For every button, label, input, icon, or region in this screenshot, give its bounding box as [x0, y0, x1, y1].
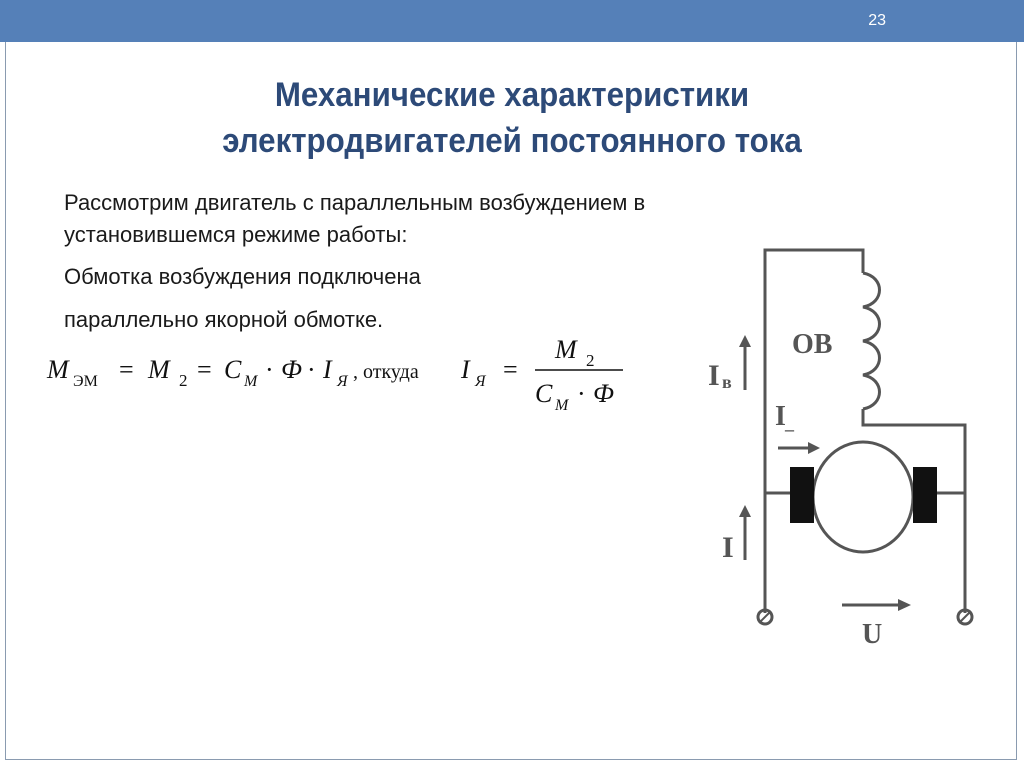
f-num-2: 2 — [586, 351, 595, 370]
right-brush — [913, 467, 937, 523]
iv-arrow-head — [739, 335, 751, 347]
f-i: I — [323, 355, 332, 384]
f-den-phi: Ф — [593, 379, 614, 408]
label-u: U — [862, 619, 883, 650]
top-bar — [0, 0, 1024, 42]
slide-title — [41, 72, 983, 164]
f-m2: M — [148, 355, 170, 384]
f-dot-2: · — [307, 355, 316, 384]
f-eq-2: = — [197, 355, 212, 384]
f-sub-m: M — [244, 373, 258, 390]
field-winding-coil — [863, 273, 880, 409]
f-den-c: C — [535, 379, 553, 408]
f-otkuda: , откуда — [353, 361, 419, 383]
paragraph-1-line-1: Рассмотрим двигатель с параллельным возбуждением в — [64, 190, 646, 215]
ia-arrow-head — [808, 442, 820, 454]
f-m-em: M — [47, 355, 69, 384]
paragraph-2-line-1: Обмотка возбуждения подключена — [64, 264, 421, 289]
f-eq-1: = — [119, 355, 134, 384]
paragraph-1-line-2: установившемся режиме работы: — [64, 222, 408, 247]
title-line-1: Механические характеристики — [274, 76, 750, 114]
f-sub-ya: Я — [337, 373, 348, 390]
armature-circle — [813, 442, 913, 552]
left-brush — [790, 467, 814, 523]
u-arrow-head — [898, 599, 911, 611]
f-num-m: M — [555, 335, 577, 364]
f-c: C — [224, 355, 242, 384]
label-ia-sub: _ — [785, 413, 794, 433]
label-ia: I — [775, 401, 786, 432]
f-den-sub-m: M — [555, 397, 569, 414]
label-ob: ОВ — [792, 329, 833, 360]
f-phi: Ф — [281, 355, 302, 384]
f-sub-ya-2: Я — [475, 373, 486, 390]
paragraph-2-line-2: параллельно якорной обмотке. — [64, 307, 384, 332]
label-iv-sub: в — [722, 372, 732, 392]
f-sub-em: ЭМ — [73, 373, 98, 390]
motor-circuit-diagram — [700, 245, 1000, 655]
f-den-dot: · — [577, 379, 586, 408]
f-dot-1: · — [265, 355, 274, 384]
torque-formula — [45, 330, 685, 420]
page-number: 23 — [868, 12, 886, 29]
f-sub-2: 2 — [179, 371, 188, 390]
title-line-2: электродвигателей постоянного тока — [222, 122, 802, 160]
f-eq-3: = — [503, 355, 518, 384]
label-i: I — [722, 531, 734, 564]
f-i-2: I — [461, 355, 470, 384]
i-arrow-head — [739, 505, 751, 517]
label-iv: I — [708, 359, 720, 392]
